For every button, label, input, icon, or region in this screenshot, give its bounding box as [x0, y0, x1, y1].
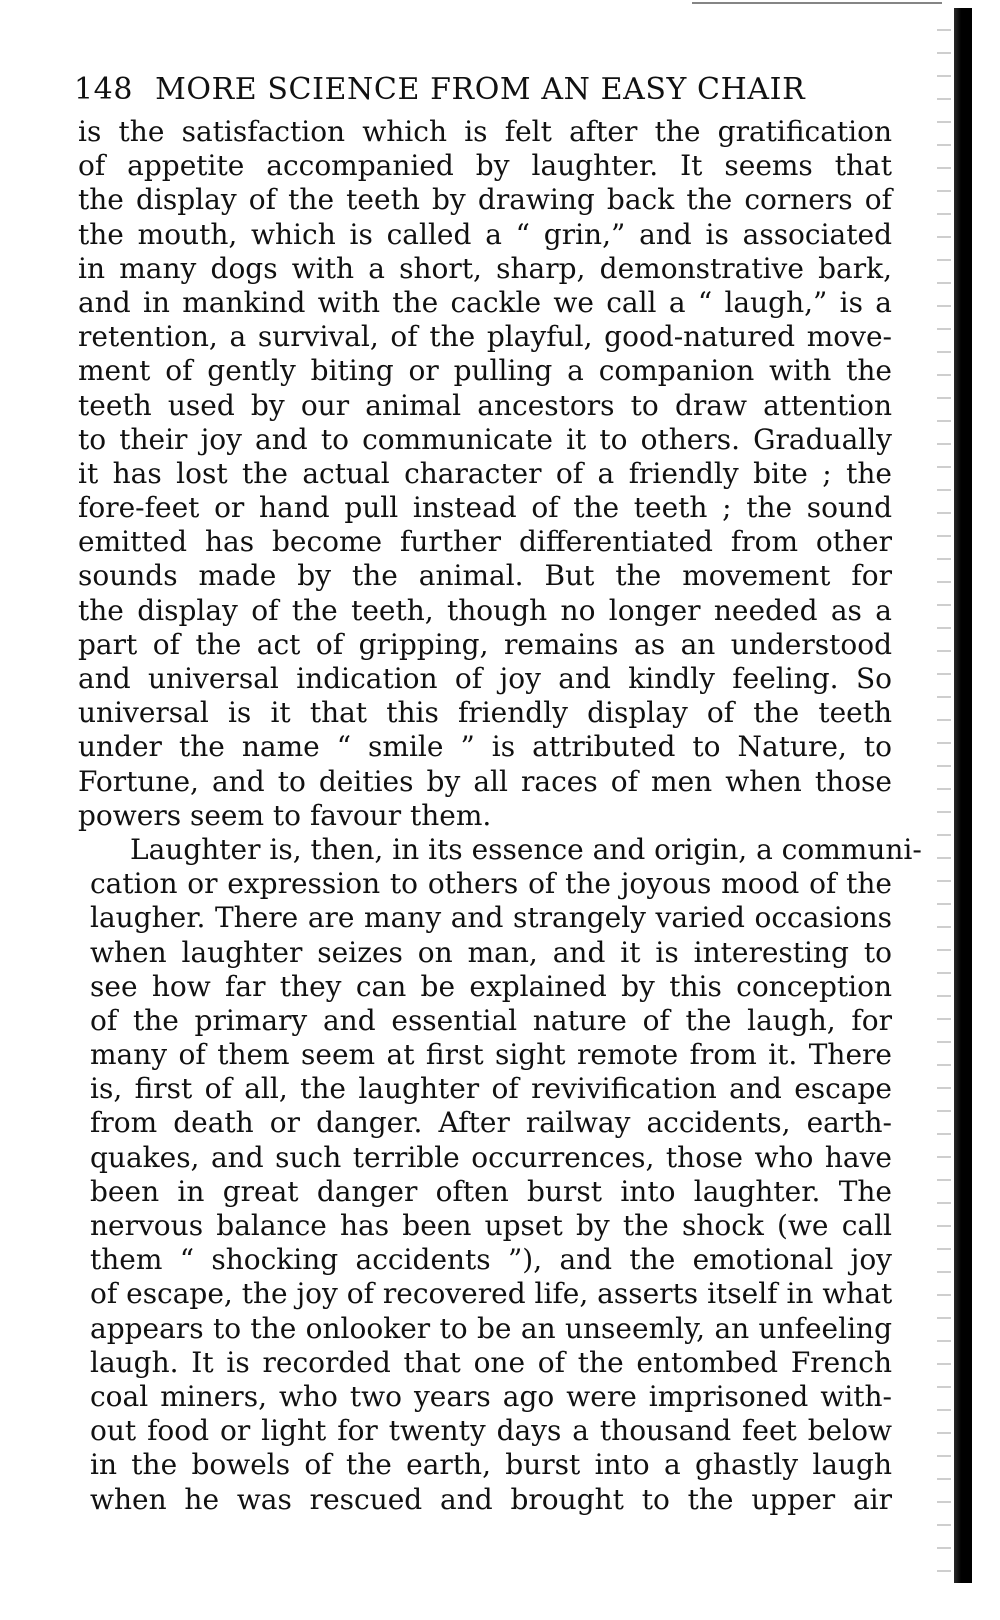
text-line: Laughter is, then, in its essence and origin, a communi- — [130, 832, 922, 866]
text-line: in many dogs with a short, sharp, demonstrative bark, — [78, 251, 892, 285]
text-line: of appetite accompanied by laughter. It seems that — [78, 149, 892, 183]
running-title: MORE SCIENCE FROM AN EASY CHAIR — [155, 72, 806, 107]
text-line: when he was rescued and brought to the upper air — [90, 1482, 892, 1516]
text-line: teeth used by our animal ancestors to draw attention — [78, 388, 892, 422]
text-line: when laughter seizes on man, and it is interesting to — [90, 935, 892, 969]
text-line: been in great danger often burst into laughter. The — [90, 1174, 892, 1208]
body-text — [78, 115, 968, 1517]
text-line: appears to the onlooker to be an unseemly, an unfeeling — [90, 1311, 892, 1345]
text-line: from death or danger. After railway accidents, earth- — [90, 1106, 892, 1140]
text-line: fore-feet or hand pull instead of the teeth ; the sound — [78, 491, 892, 525]
page-number: 148 — [74, 72, 134, 107]
text-line: ment of gently biting or pulling a companion with the — [78, 354, 892, 388]
text-line: of escape, the joy of recovered life, asserts itself in what — [90, 1277, 893, 1311]
text-line: powers seem to favour them. — [78, 798, 492, 832]
text-line: laugher. There are many and strangely varied occasions — [90, 901, 892, 935]
text-line: Fortune, and to deities by all races of men when those — [78, 764, 892, 798]
text-line: quakes, and such terrible occurrences, those who have — [90, 1140, 892, 1174]
text-line: them “ shocking accidents ”), and the emotional joy — [90, 1243, 892, 1277]
text-line: cation or expression to others of the joyous mood of the — [90, 867, 892, 901]
text-line: laugh. It is recorded that one of the entombed French — [90, 1345, 892, 1379]
text-line: emitted has become further differentiated from other — [78, 525, 892, 559]
text-line: the mouth, which is called a “ grin,” and is associated — [78, 217, 892, 251]
text-line: coal miners, who two years ago were imprisoned with- — [90, 1379, 892, 1413]
text-line: of the primary and essential nature of the laugh, for — [90, 1003, 892, 1037]
running-header — [74, 72, 954, 107]
text-line: universal is it that this friendly display of the teeth — [78, 696, 892, 730]
text-line: and universal indication of joy and kindly feeling. So — [78, 662, 892, 695]
text-line: part of the act of gripping, remains as an understood — [78, 627, 892, 661]
text-line: the display of the teeth by drawing back the corners of — [78, 183, 892, 217]
text-line: is the satisfaction which is felt after the gratification — [78, 115, 892, 148]
text-line: many of them seem at first sight remote from it. There — [90, 1038, 892, 1072]
top-edge-rule — [692, 2, 942, 4]
text-line: out food or light for twenty days a thousand feet below — [90, 1414, 892, 1448]
text-line: sounds made by the animal. But the movement for — [78, 559, 892, 593]
text-line: and in mankind with the cackle we call a “ laugh,” is a — [78, 285, 892, 319]
text-line: the display of the teeth, though no longer needed as a — [78, 593, 892, 627]
text-line: see how far they can be explained by this conception — [90, 969, 892, 1003]
text-line: nervous balance has been upset by the shock (we call — [90, 1209, 892, 1242]
text-line: under the name “ smile ” is attributed to Nature, to — [78, 730, 892, 764]
text-line: retention, a survival, of the playful, good-natured move- — [78, 320, 892, 354]
text-line: it has lost the actual character of a friendly bite ; the — [78, 456, 892, 490]
text-line: in the bowels of the earth, burst into a ghastly laugh — [90, 1448, 892, 1482]
text-line: to their joy and to communicate it to others. Gradually — [78, 422, 892, 456]
text-line: is, first of all, the laughter of revivification and escape — [90, 1072, 892, 1106]
